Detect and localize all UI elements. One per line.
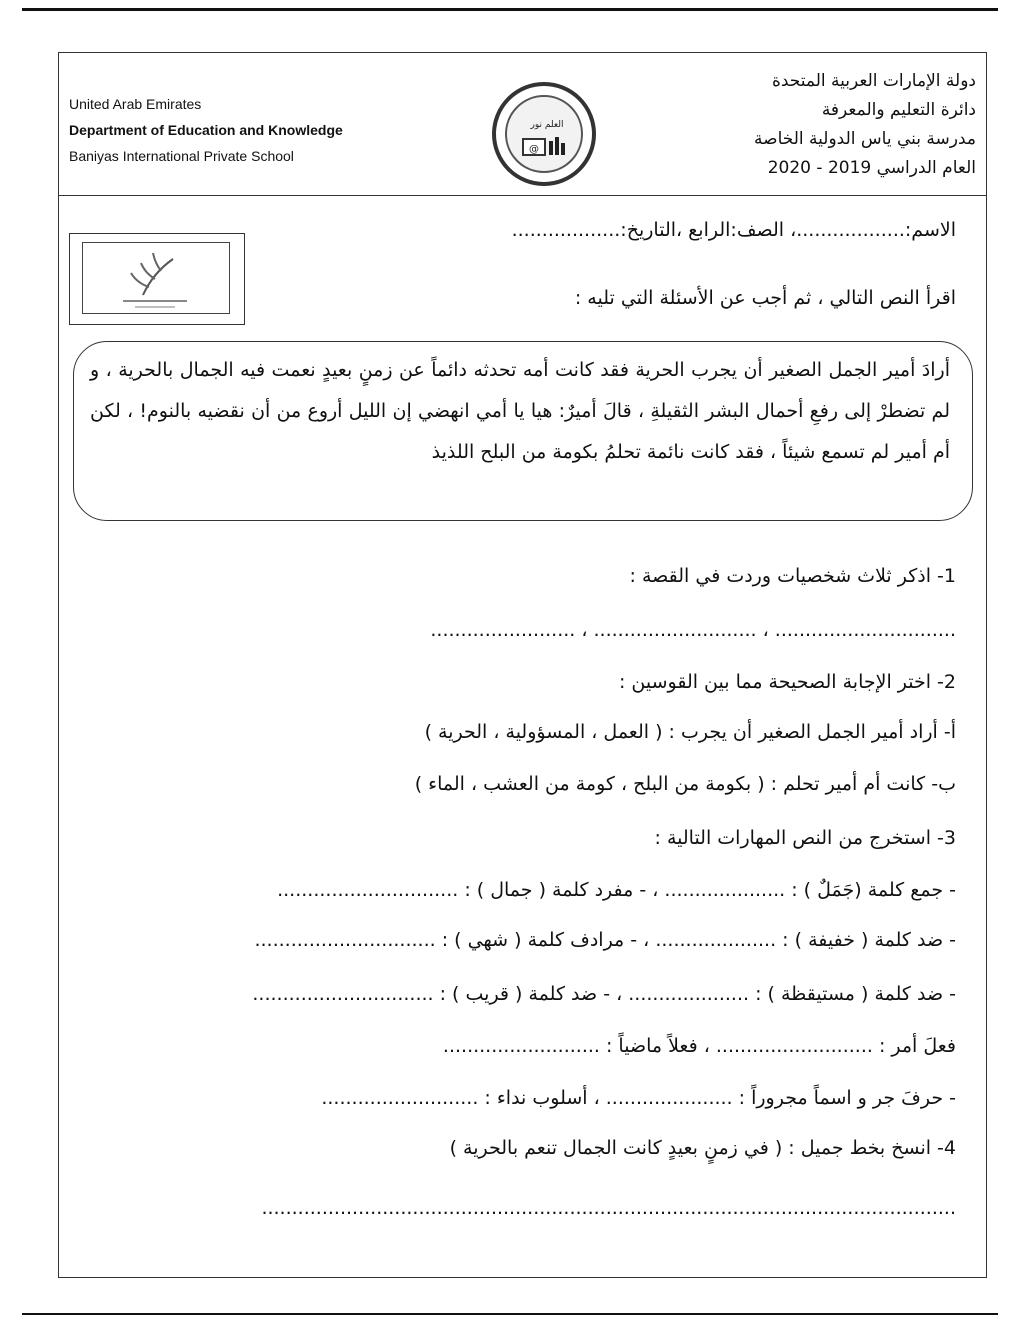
question-3-item-4[interactable]: فعلَ أمر : .......................... ، فعلاً ماضياً : .......................... [442, 1035, 956, 1057]
school-logo [489, 79, 599, 189]
top-rule [22, 8, 998, 11]
wheat-icon [83, 243, 229, 313]
department-en: Department of Education and Knowledge [69, 122, 343, 138]
department-ar: دائرة التعليم والمعرفة [821, 100, 976, 120]
reading-passage-box [73, 341, 973, 521]
instruction-line: اقرأ النص التالي ، ثم أجب عن الأسئلة التي تليه : [574, 287, 956, 309]
question-4: 4- انسخ بخط جميل : ( في زمنٍ بعيدٍ كانت الجمال تنعم بالحرية ) [449, 1137, 956, 1159]
question-4-writing-line[interactable]: ................................................................................................................... [261, 1197, 956, 1219]
header-separator [59, 195, 986, 196]
arabic-header [754, 67, 976, 183]
svg-text:@: @ [529, 144, 539, 155]
tolerance-logo-box [69, 233, 245, 325]
english-header [69, 91, 343, 169]
worksheet-frame [58, 52, 987, 1278]
question-1: 1- اذكر ثلاث شخصيات وردت في القصة : [629, 565, 956, 587]
bottom-rule [22, 1313, 998, 1315]
question-3: 3- استخرج من النص المهارات التالية : [654, 827, 956, 849]
academic-year: العام الدراسي 2019 - 2020 [767, 158, 976, 178]
tolerance-logo [82, 242, 230, 314]
question-1-answer[interactable]: .............................. ، ........................... ، ........................ [430, 619, 956, 641]
student-info-line[interactable]: الاسم:..................، الصف:الرابع ،التاريخ:.................. [511, 219, 956, 241]
question-2a[interactable]: أ- أراد أمير الجمل الصغير أن يجرب : ( العمل ، المسؤولية ، الحرية ) [424, 721, 956, 743]
question-3-item-1[interactable]: - جمع كلمة (جَمَلٌ ) : .................... ، - مفرد كلمة ( جمال ) : .............................. [277, 879, 956, 901]
school-en: Baniyas International Private School [69, 148, 294, 164]
question-2b[interactable]: ب- كانت أم أمير تحلم : ( بكومة من البلح ، كومة من العشب ، الماء ) [414, 773, 956, 795]
question-2: 2- اختر الإجابة الصحيحة مما بين القوسين : [618, 671, 956, 693]
country-en: United Arab Emirates [69, 96, 202, 112]
school-ar: مدرسة بني ياس الدولية الخاصة [754, 129, 976, 149]
logo-text: العلم نور [530, 120, 564, 130]
country-ar: دولة الإمارات العربية المتحدة [771, 71, 976, 91]
question-3-item-3[interactable]: - ضد كلمة ( مستيقظة ) : .................... ، - ضد كلمة ( قريب ) : .............................. [252, 983, 956, 1005]
reading-passage: أرادَ أمير الجمل الصغير أن يجرب الحرية فقد كانت أمه تحدثه دائماً عن زمنٍ بعيدٍ نعمت فيه الجمال بالحرية ، و لم تضطرْ إلى رفعِ أحمال البشر الثقيلةِ ، قالَ أميرٌ: هيا يا أمي انهضي إن الليل أروع من أن نقضيه بالنوم! ، لكن أم أمير لم تسمع شيئاً ، فقد كانت نائمة تحلمُ بكومة من البلح اللذيذ [90, 359, 950, 463]
question-3-item-2[interactable]: - ضد كلمة ( خفيفة ) : .................... ، - مرادف كلمة ( شهي ) : .............................. [254, 929, 956, 951]
question-3-item-5[interactable]: - حرفَ جر و اسماً مجروراً : ..................... ، أسلوب نداء : .......................... [321, 1087, 956, 1109]
